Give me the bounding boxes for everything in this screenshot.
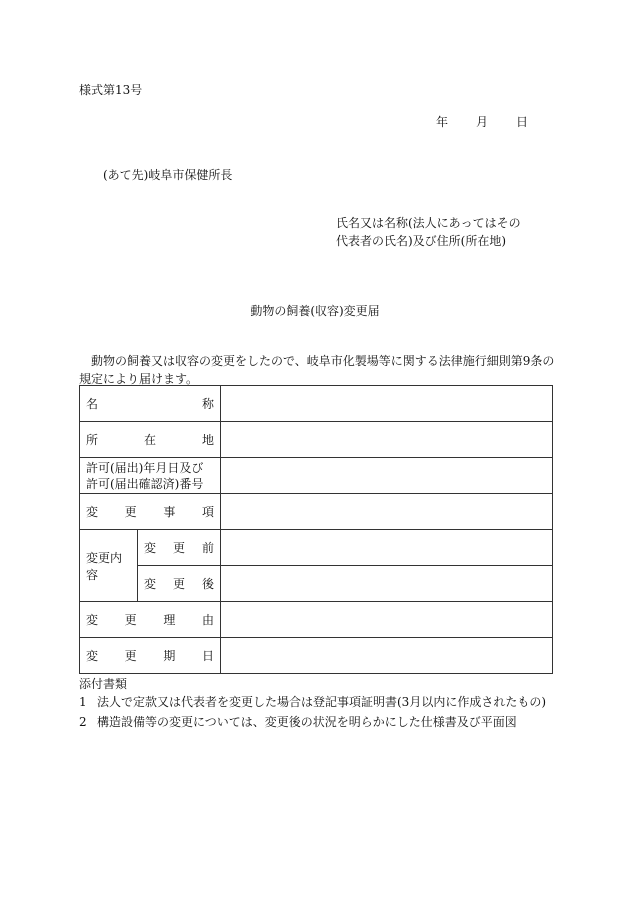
intro-text: 動物の飼養又は収容の変更をしたので、岐阜市化製場等に関する法律施行細則第9条の規定により届けます。: [79, 354, 555, 386]
date-year: 年: [436, 115, 449, 129]
row-date: [80, 638, 553, 674]
attachment-item: 1 法人で定款又は代表者を変更した場合は登記事項証明書(3月以内に作成されたもの): [79, 695, 547, 709]
applicant-block: [336, 214, 521, 250]
label-name: 名 称: [80, 386, 221, 422]
value-reason[interactable]: [221, 602, 553, 638]
attachments-heading: 添付書類: [79, 677, 128, 691]
value-permit[interactable]: [221, 458, 553, 494]
row-change-after: [80, 566, 553, 602]
label-change-content: 変更内容: [80, 530, 138, 602]
label-before: 変 更 前: [138, 530, 221, 566]
value-date[interactable]: [221, 638, 553, 674]
row-change-item: [80, 494, 553, 530]
value-change-item[interactable]: [221, 494, 553, 530]
applicant-line-1: 氏名又は名称(法人にあってはその: [336, 216, 521, 230]
value-before[interactable]: [221, 530, 553, 566]
row-permit: [80, 458, 553, 494]
row-location: [80, 422, 553, 458]
label-location: 所 在 地: [80, 422, 221, 458]
date-line: [436, 113, 528, 130]
value-after[interactable]: [221, 566, 553, 602]
date-day: 日: [516, 115, 529, 129]
form-table: [79, 385, 553, 674]
applicant-line-2: 代表者の氏名)及び住所(所在地): [336, 234, 507, 248]
form-number: 様式第13号: [79, 83, 143, 97]
value-location[interactable]: [221, 422, 553, 458]
document-title: 動物の飼養(収容)変更届: [250, 304, 380, 318]
label-after: 変 更 後: [138, 566, 221, 602]
row-name: [80, 386, 553, 422]
date-month: 月: [476, 115, 489, 129]
attachment-item: 2 構造設備等の変更については、変更後の状況を明らかにした仕様書及び平面図: [79, 715, 517, 729]
label-date: 変 更 期 日: [80, 638, 221, 674]
value-name[interactable]: [221, 386, 553, 422]
row-reason: [80, 602, 553, 638]
label-change-item: 変 更 事 項: [80, 494, 221, 530]
label-permit: 許可(届出)年月日及び 許可(届出確認済)番号: [80, 458, 221, 494]
label-reason: 変 更 理 由: [80, 602, 221, 638]
addressee: (あて先)岐阜市保健所長: [103, 168, 233, 182]
row-change-before: [80, 530, 553, 566]
